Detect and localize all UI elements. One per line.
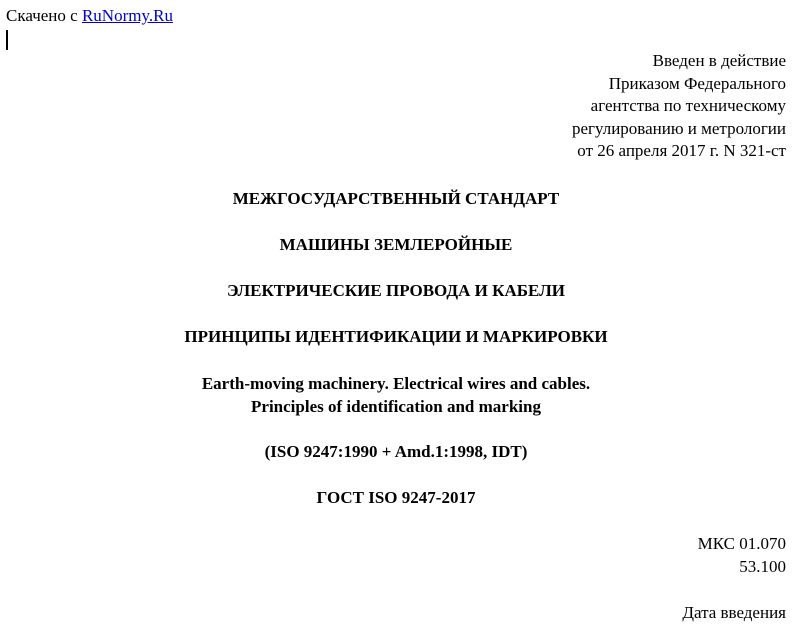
english-title-line: Earth-moving machinery. Electrical wires and cables. bbox=[201, 374, 591, 393]
mks-classification bbox=[698, 533, 786, 578]
mks-line: 53.100 bbox=[739, 556, 786, 576]
enactment-line: регулированию и метрологии bbox=[571, 118, 786, 138]
source-prefix: Скачено с bbox=[6, 6, 78, 25]
intro-date-label: Дата введения bbox=[682, 603, 786, 622]
enactment-line: Приказом Федерального bbox=[608, 73, 786, 93]
mks-line: МКС 01.070 bbox=[697, 534, 786, 553]
enactment-line: Введен в действие bbox=[652, 51, 786, 70]
standard-designation: ГОСТ ISO 9247-2017 bbox=[316, 488, 476, 507]
title-part-heading: ПРИНЦИПЫ ИДЕНТИФИКАЦИИ И МАРКИРОВКИ bbox=[184, 327, 608, 346]
english-title-line: Principles of identification and marking bbox=[251, 397, 541, 416]
source-line bbox=[6, 6, 173, 26]
iso-reference: (ISO 9247:1990 + Amd.1:1998, IDT) bbox=[264, 442, 528, 461]
enactment-block bbox=[572, 50, 786, 163]
english-title bbox=[0, 372, 792, 418]
text-cursor bbox=[6, 30, 8, 50]
runormy-link[interactable]: RuNormy.Ru bbox=[81, 6, 173, 25]
enactment-line: агентства по техническому bbox=[590, 96, 786, 115]
title-main-heading: МАШИНЫ ЗЕМЛЕРОЙНЫЕ bbox=[279, 235, 513, 254]
title-sub-heading: ЭЛЕКТРИЧЕСКИЕ ПРОВОДА И КАБЕЛИ bbox=[227, 281, 565, 300]
enactment-line: от 26 апреля 2017 г. N 321-ст bbox=[577, 141, 786, 160]
standard-type-heading: МЕЖГОСУДАРСТВЕННЫЙ СТАНДАРТ bbox=[232, 189, 560, 208]
